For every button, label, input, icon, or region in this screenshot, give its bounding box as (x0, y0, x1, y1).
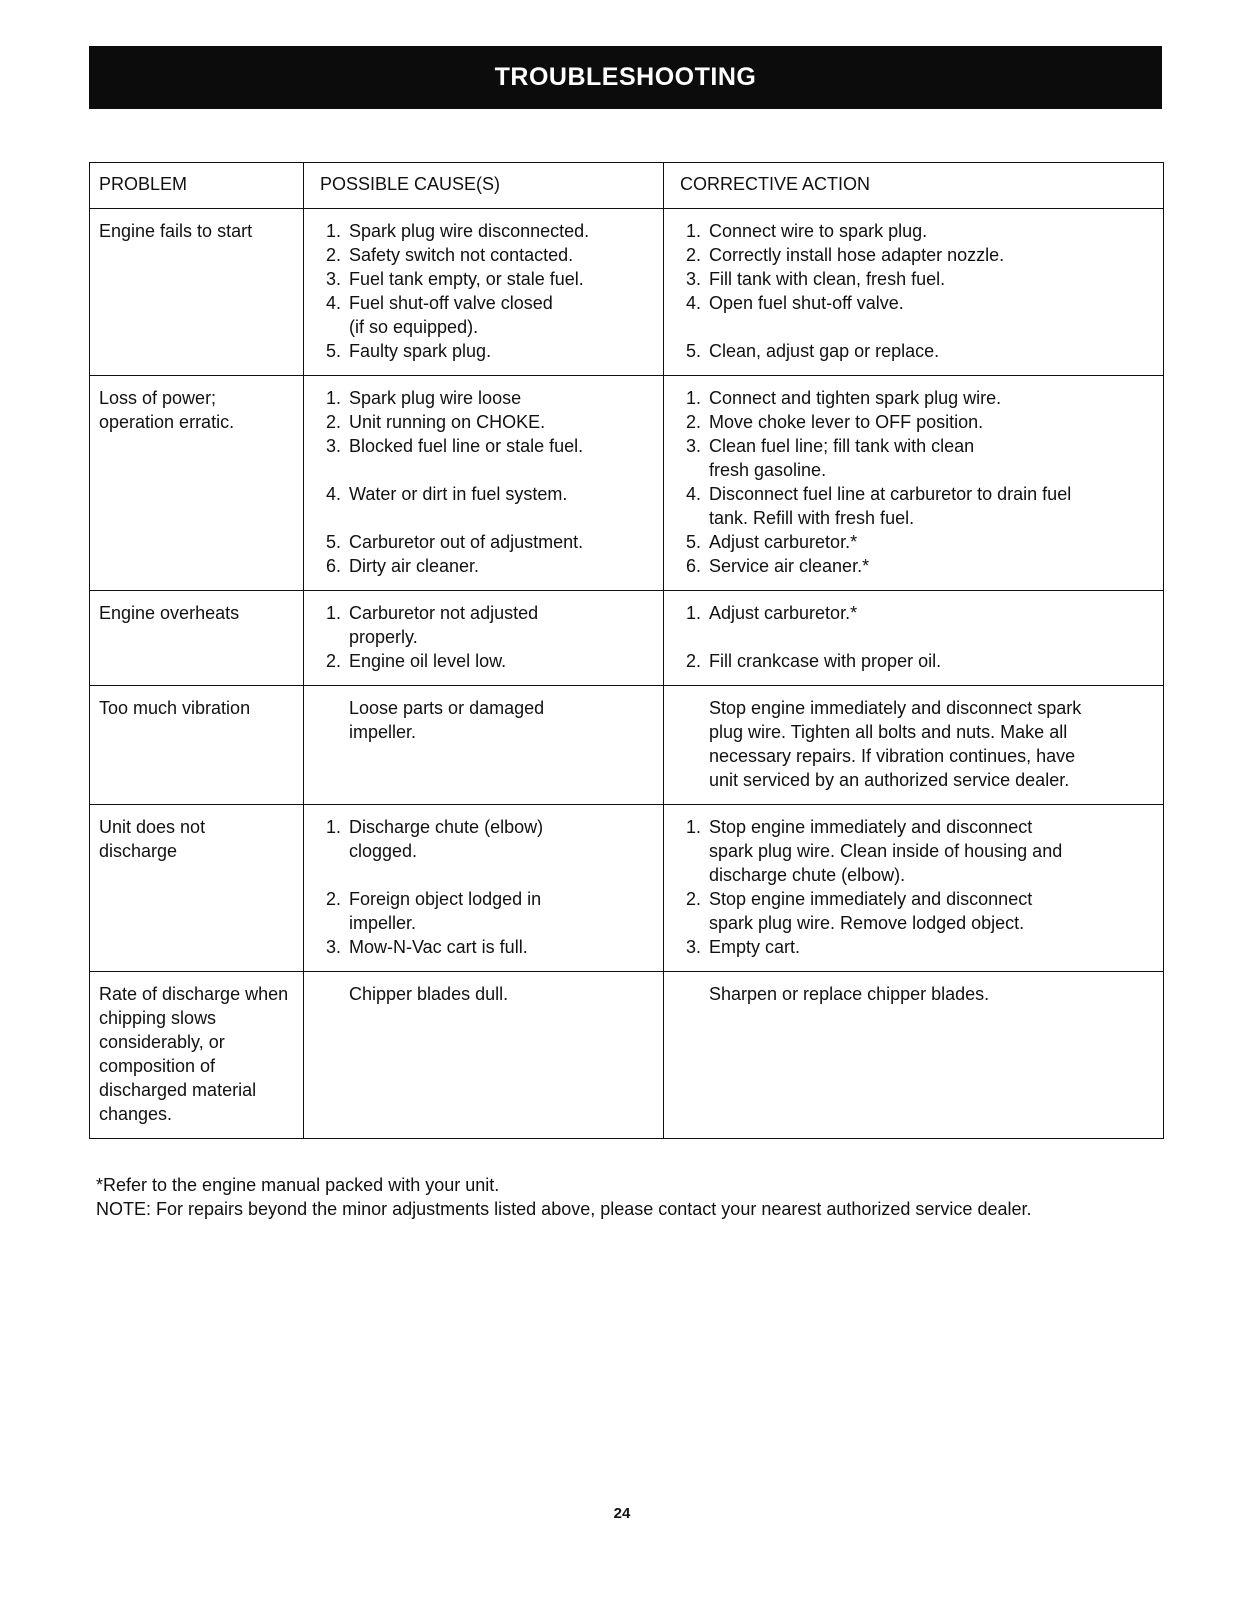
cause-item: Mow-N-Vac cart is full. (349, 937, 528, 957)
table-row (90, 376, 1164, 591)
header-corrective-action: CORRECTIVE ACTION (664, 163, 1164, 209)
cause-item: Unit running on CHOKE. (349, 412, 546, 432)
problem-cell: Rate of discharge when chipping slows considerably, or composition of discharged material changes. (90, 972, 304, 1139)
problem-cell: Engine fails to start (90, 209, 304, 376)
cause-item: Engine oil level low. (349, 651, 507, 671)
action-item: Connect wire to spark plug. (709, 221, 928, 241)
causes-cell: 1. Carburetor not adjusted properly. 2. Engine oil level low. (304, 591, 664, 686)
header-possible-causes: POSSIBLE CAUSE(S) (304, 163, 664, 209)
causes-cell (304, 686, 664, 805)
cause-item: Fuel shut-off valve closed (if so equipped). (349, 293, 553, 337)
problem-cell: Loss of power; operation erratic. (90, 376, 304, 591)
actions-cell: 1. Adjust carburetor.* 2. Fill crankcase with proper oil. (664, 591, 1164, 686)
actions-cell: 1. Stop engine immediately and disconnect spark plug wire. Clean inside of housing and discharge chute (elbow). 2. Stop engine immediately and disconnect spark plug wire. Remove lodged object. 3. Empty cart. (664, 805, 1164, 972)
cause-text: Chipper blades dull. (349, 984, 509, 1004)
action-item: Service air cleaner.* (709, 556, 870, 576)
cause-item: Discharge chute (elbow) clogged. (349, 817, 544, 861)
problem-cell: Engine overheats (90, 591, 304, 686)
page-number: 24 (613, 1505, 631, 1522)
section-title: TROUBLESHOOTING (89, 46, 1162, 109)
action-item: Correctly install hose adapter nozzle. (709, 245, 1005, 265)
action-item: Open fuel shut-off valve. (709, 293, 904, 313)
header-problem: PROBLEM (90, 163, 304, 209)
action-item: Adjust carburetor.* (709, 532, 858, 552)
cause-item: Fuel tank empty, or stale fuel. (349, 269, 584, 289)
actions-cell: 1. Connect and tighten spark plug wire. 2. Move choke lever to OFF position. 3. Clean fuel line; fill tank with clean fresh gasoline. 4. Disconnect fuel line at carburetor to drain fuel tank. Refill with fresh fuel. 5. Adjust carburetor.* 6. Service air cleaner.* (664, 376, 1164, 591)
action-item: Empty cart. (709, 937, 801, 957)
action-text: Stop engine immediately and disconnect spark plug wire. Tighten all bolts and nuts. Make all necessary repairs. If vibration continues, have unit serviced by an authorized service dealer. (709, 698, 1082, 790)
causes-cell (304, 972, 664, 1139)
problem-cell: Unit does not discharge (90, 805, 304, 972)
table-row (90, 972, 1164, 1139)
problem-cell: Too much vibration (90, 686, 304, 805)
causes-cell: 1. Discharge chute (elbow) clogged. 2. Foreign object lodged in impeller. 3. Mow-N-Vac cart is full. (304, 805, 664, 972)
action-item: Adjust carburetor.* (709, 603, 858, 623)
cause-item: Spark plug wire loose (349, 388, 522, 408)
causes-cell: 1. Spark plug wire disconnected. 2. Safety switch not contacted. 3. Fuel tank empty, or stale fuel. 4. Fuel shut-off valve closed (if so equipped). 5. Faulty spark plug. (304, 209, 664, 376)
repair-note: NOTE: For repairs beyond the minor adjustments listed above, please contact your nearest authorized service dealer. (96, 1199, 1032, 1219)
actions-cell (664, 686, 1164, 805)
cause-item: Safety switch not contacted. (349, 245, 574, 265)
cause-item: Spark plug wire disconnected. (349, 221, 590, 241)
cause-item: Blocked fuel line or stale fuel. (349, 436, 584, 456)
actions-cell (664, 972, 1164, 1139)
troubleshooting-table (89, 162, 1164, 1139)
action-item: Connect and tighten spark plug wire. (709, 388, 1002, 408)
cause-item: Carburetor not adjusted properly. (349, 603, 539, 647)
table-row (90, 686, 1164, 805)
actions-cell: 1. Connect wire to spark plug. 2. Correctly install hose adapter nozzle. 3. Fill tank with clean, fresh fuel. 4. Open fuel shut-off valve. 5. Clean, adjust gap or replace. (664, 209, 1164, 376)
footnotes (96, 1173, 1166, 1221)
action-text: Sharpen or replace chipper blades. (709, 984, 990, 1004)
table-row (90, 209, 1164, 376)
action-item: Stop engine immediately and disconnect spark plug wire. Clean inside of housing and discharge chute (elbow). (709, 817, 1063, 885)
causes-cell: 1. Spark plug wire loose 2. Unit running on CHOKE. 3. Blocked fuel line or stale fuel. 4. Water or dirt in fuel system. 5. Carburetor out of adjustment. 6. Dirty air cleaner. (304, 376, 664, 591)
cause-text: Loose parts or damaged impeller. (349, 698, 545, 742)
cause-item: Dirty air cleaner. (349, 556, 480, 576)
action-item: Fill tank with clean, fresh fuel. (709, 269, 946, 289)
action-item: Disconnect fuel line at carburetor to drain fuel tank. Refill with fresh fuel. (709, 484, 1072, 528)
action-item: Fill crankcase with proper oil. (709, 651, 942, 671)
cause-item: Carburetor out of adjustment. (349, 532, 584, 552)
action-item: Clean, adjust gap or replace. (709, 341, 940, 361)
cause-item: Water or dirt in fuel system. (349, 484, 568, 504)
table-header-row (90, 163, 1164, 209)
cause-item: Foreign object lodged in impeller. (349, 889, 542, 933)
table-row (90, 591, 1164, 686)
engine-manual-footnote: *Refer to the engine manual packed with your unit. (96, 1175, 500, 1195)
action-item: Move choke lever to OFF position. (709, 412, 984, 432)
action-item: Clean fuel line; fill tank with clean fresh gasoline. (709, 436, 975, 480)
table-row (90, 805, 1164, 972)
cause-item: Faulty spark plug. (349, 341, 492, 361)
action-item: Stop engine immediately and disconnect spark plug wire. Remove lodged object. (709, 889, 1033, 933)
